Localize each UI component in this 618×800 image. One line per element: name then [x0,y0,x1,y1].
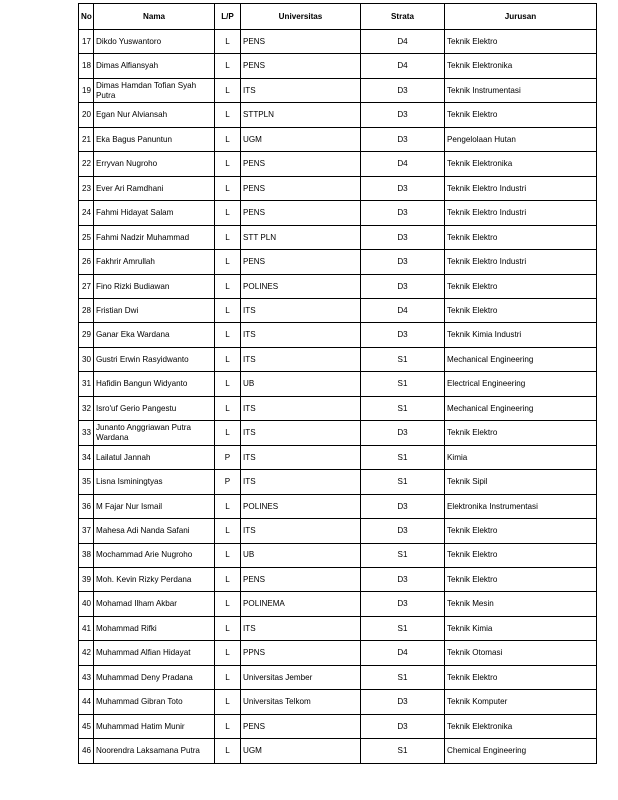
jurusan-cell: Mechanical Engineering [445,347,597,371]
header-jurusan: Jurusan [445,4,597,30]
nama-cell: Fristian Dwi [94,298,215,322]
table-row [79,30,597,54]
universitas-cell: ITS [241,616,361,640]
jurusan-cell: Pengelolaan Hutan [445,127,597,151]
table-row [79,152,597,176]
jurusan-cell: Teknik Elektronika [445,714,597,738]
nama-cell: Muhammad Gibran Toto [94,690,215,714]
header-universitas: Universitas [241,4,361,30]
strata-cell: S1 [361,470,445,494]
strata-cell: D4 [361,641,445,665]
strata-cell: S1 [361,347,445,371]
table-row [79,641,597,665]
universitas-cell: UGM [241,127,361,151]
nama-cell: Gustri Erwin Rasyidwanto [94,347,215,371]
no-cell: 22 [79,152,94,176]
lp-cell: L [215,543,241,567]
strata-cell: S1 [361,372,445,396]
nama-cell: Noorendra Laksamana Putra [94,739,215,763]
table-row [79,54,597,78]
jurusan-cell: Teknik Instrumentasi [445,78,597,102]
student-table [78,3,597,764]
strata-cell: D4 [361,298,445,322]
nama-cell: Hafidin Bangun Widyanto [94,372,215,396]
no-cell: 25 [79,225,94,249]
lp-cell: L [215,201,241,225]
lp-cell: L [215,372,241,396]
universitas-cell: ITS [241,421,361,445]
jurusan-cell: Teknik Kimia [445,616,597,640]
nama-cell: Erryvan Nugroho [94,152,215,176]
jurusan-cell: Teknik Elektronika [445,152,597,176]
no-cell: 45 [79,714,94,738]
strata-cell: S1 [361,445,445,469]
jurusan-cell: Chemical Engineering [445,739,597,763]
jurusan-cell: Electrical Engineering [445,372,597,396]
header-nama: Nama [94,4,215,30]
no-cell: 33 [79,421,94,445]
table-row [79,372,597,396]
table-row [79,739,597,763]
no-cell: 17 [79,30,94,54]
header-lp: L/P [215,4,241,30]
nama-cell: Ganar Eka Wardana [94,323,215,347]
lp-cell: L [215,54,241,78]
jurusan-cell: Teknik Komputer [445,690,597,714]
header-strata: Strata [361,4,445,30]
no-cell: 20 [79,103,94,127]
lp-cell: L [215,30,241,54]
no-cell: 43 [79,665,94,689]
nama-cell: Dimas Hamdan Tofian Syah Putra [94,78,215,102]
table-row [79,201,597,225]
universitas-cell: PENS [241,176,361,200]
nama-cell: Junanto Anggriawan Putra Wardana [94,421,215,445]
nama-cell: Moh. Kevin Rizky Perdana [94,567,215,591]
lp-cell: L [215,103,241,127]
strata-cell: D3 [361,103,445,127]
table-row [79,298,597,322]
table-row [79,592,597,616]
no-cell: 18 [79,54,94,78]
lp-cell: L [215,323,241,347]
lp-cell: L [215,739,241,763]
nama-cell: Egan Nur Alviansah [94,103,215,127]
strata-cell: D3 [361,690,445,714]
jurusan-cell: Teknik Elektro [445,30,597,54]
lp-cell: P [215,445,241,469]
strata-cell: D3 [361,176,445,200]
nama-cell: Fino Rizki Budiawan [94,274,215,298]
universitas-cell: PENS [241,152,361,176]
nama-cell: Mohammad Rifki [94,616,215,640]
jurusan-cell: Teknik Otomasi [445,641,597,665]
universitas-cell: UGM [241,739,361,763]
jurusan-cell: Teknik Elektro Industri [445,176,597,200]
lp-cell: L [215,616,241,640]
strata-cell: D3 [361,250,445,274]
no-cell: 30 [79,347,94,371]
lp-cell: L [215,665,241,689]
universitas-cell: ITS [241,519,361,543]
strata-cell: D3 [361,127,445,151]
table-row [79,690,597,714]
nama-cell: Mohamad Ilham Akbar [94,592,215,616]
universitas-cell: ITS [241,323,361,347]
jurusan-cell: Elektronika Instrumentasi [445,494,597,518]
lp-cell: L [215,127,241,151]
nama-cell: Lailatul Jannah [94,445,215,469]
universitas-cell: PENS [241,714,361,738]
table-row [79,176,597,200]
nama-cell: Fakhrir Amrullah [94,250,215,274]
strata-cell: D3 [361,78,445,102]
table-row [79,347,597,371]
lp-cell: P [215,470,241,494]
universitas-cell: ITS [241,347,361,371]
universitas-cell: POLINES [241,494,361,518]
lp-cell: L [215,274,241,298]
jurusan-cell: Mechanical Engineering [445,396,597,420]
table-row [79,543,597,567]
universitas-cell: PENS [241,250,361,274]
table-row [79,127,597,151]
nama-cell: Dikdo Yuswantoro [94,30,215,54]
no-cell: 38 [79,543,94,567]
table-row [79,567,597,591]
strata-cell: D3 [361,201,445,225]
table-row [79,250,597,274]
no-cell: 40 [79,592,94,616]
nama-cell: Isro'uf Gerio Pangestu [94,396,215,420]
jurusan-cell: Teknik Elektro [445,103,597,127]
nama-cell: Muhammad Alfian Hidayat [94,641,215,665]
universitas-cell: ITS [241,445,361,469]
nama-cell: M Fajar Nur Ismail [94,494,215,518]
strata-cell: S1 [361,616,445,640]
jurusan-cell: Teknik Sipil [445,470,597,494]
table-row [79,421,597,445]
strata-cell: S1 [361,665,445,689]
nama-cell: Lisna Isminingtyas [94,470,215,494]
table-row [79,78,597,102]
lp-cell: L [215,347,241,371]
strata-cell: D3 [361,714,445,738]
lp-cell: L [215,396,241,420]
table-row [79,103,597,127]
table-row [79,445,597,469]
no-cell: 34 [79,445,94,469]
no-cell: 29 [79,323,94,347]
lp-cell: L [215,225,241,249]
no-cell: 26 [79,250,94,274]
header-no: No [79,4,94,30]
nama-cell: Muhammad Deny Pradana [94,665,215,689]
strata-cell: D4 [361,54,445,78]
jurusan-cell: Teknik Elektronika [445,54,597,78]
jurusan-cell: Teknik Kimia Industri [445,323,597,347]
strata-cell: D4 [361,30,445,54]
lp-cell: L [215,690,241,714]
no-cell: 32 [79,396,94,420]
strata-cell: D3 [361,274,445,298]
strata-cell: D3 [361,421,445,445]
universitas-cell: ITS [241,396,361,420]
universitas-cell: ITS [241,470,361,494]
table-row [79,225,597,249]
lp-cell: L [215,567,241,591]
lp-cell: L [215,494,241,518]
lp-cell: L [215,176,241,200]
jurusan-cell: Teknik Elektro [445,421,597,445]
lp-cell: L [215,519,241,543]
lp-cell: L [215,641,241,665]
table-row [79,519,597,543]
nama-cell: Fahmi Nadzir Muhammad [94,225,215,249]
table-row [79,665,597,689]
universitas-cell: Universitas Telkom [241,690,361,714]
jurusan-cell: Teknik Elektro [445,567,597,591]
lp-cell: L [215,78,241,102]
no-cell: 23 [79,176,94,200]
jurusan-cell: Teknik Mesin [445,592,597,616]
strata-cell: D3 [361,519,445,543]
no-cell: 41 [79,616,94,640]
jurusan-cell: Teknik Elektro [445,274,597,298]
no-cell: 42 [79,641,94,665]
strata-cell: D3 [361,592,445,616]
universitas-cell: ITS [241,78,361,102]
universitas-cell: STT PLN [241,225,361,249]
nama-cell: Eka Bagus Panuntun [94,127,215,151]
jurusan-cell: Teknik Elektro [445,665,597,689]
universitas-cell: ITS [241,298,361,322]
jurusan-cell: Teknik Elektro [445,543,597,567]
universitas-cell: Universitas Jember [241,665,361,689]
universitas-cell: UB [241,372,361,396]
universitas-cell: POLINEMA [241,592,361,616]
nama-cell: Ever Ari Ramdhani [94,176,215,200]
strata-cell: D3 [361,323,445,347]
no-cell: 37 [79,519,94,543]
jurusan-cell: Teknik Elektro Industri [445,201,597,225]
no-cell: 28 [79,298,94,322]
jurusan-cell: Teknik Elektro [445,298,597,322]
universitas-cell: PPNS [241,641,361,665]
strata-cell: S1 [361,543,445,567]
nama-cell: Mahesa Adi Nanda Safani [94,519,215,543]
universitas-cell: PENS [241,30,361,54]
no-cell: 21 [79,127,94,151]
table-row [79,494,597,518]
lp-cell: L [215,298,241,322]
strata-cell: S1 [361,739,445,763]
nama-cell: Dimas Alfiansyah [94,54,215,78]
universitas-cell: POLINES [241,274,361,298]
lp-cell: L [215,592,241,616]
table-header-row [79,4,597,30]
table-row [79,616,597,640]
table-row [79,396,597,420]
universitas-cell: STTPLN [241,103,361,127]
jurusan-cell: Teknik Elektro [445,519,597,543]
lp-cell: L [215,714,241,738]
lp-cell: L [215,250,241,274]
nama-cell: Muhammad Hatim Munir [94,714,215,738]
table-row [79,323,597,347]
no-cell: 46 [79,739,94,763]
universitas-cell: UB [241,543,361,567]
table-row [79,470,597,494]
universitas-cell: PENS [241,201,361,225]
nama-cell: Mochammad Arie Nugroho [94,543,215,567]
no-cell: 31 [79,372,94,396]
universitas-cell: PENS [241,54,361,78]
strata-cell: S1 [361,396,445,420]
lp-cell: L [215,152,241,176]
nama-cell: Fahmi Hidayat Salam [94,201,215,225]
universitas-cell: PENS [241,567,361,591]
jurusan-cell: Teknik Elektro Industri [445,250,597,274]
strata-cell: D3 [361,567,445,591]
no-cell: 35 [79,470,94,494]
table-row [79,274,597,298]
strata-cell: D3 [361,225,445,249]
no-cell: 19 [79,78,94,102]
no-cell: 27 [79,274,94,298]
no-cell: 44 [79,690,94,714]
table-row [79,714,597,738]
no-cell: 39 [79,567,94,591]
no-cell: 24 [79,201,94,225]
strata-cell: D3 [361,494,445,518]
no-cell: 36 [79,494,94,518]
lp-cell: L [215,421,241,445]
jurusan-cell: Teknik Elektro [445,225,597,249]
jurusan-cell: Kimia [445,445,597,469]
strata-cell: D4 [361,152,445,176]
